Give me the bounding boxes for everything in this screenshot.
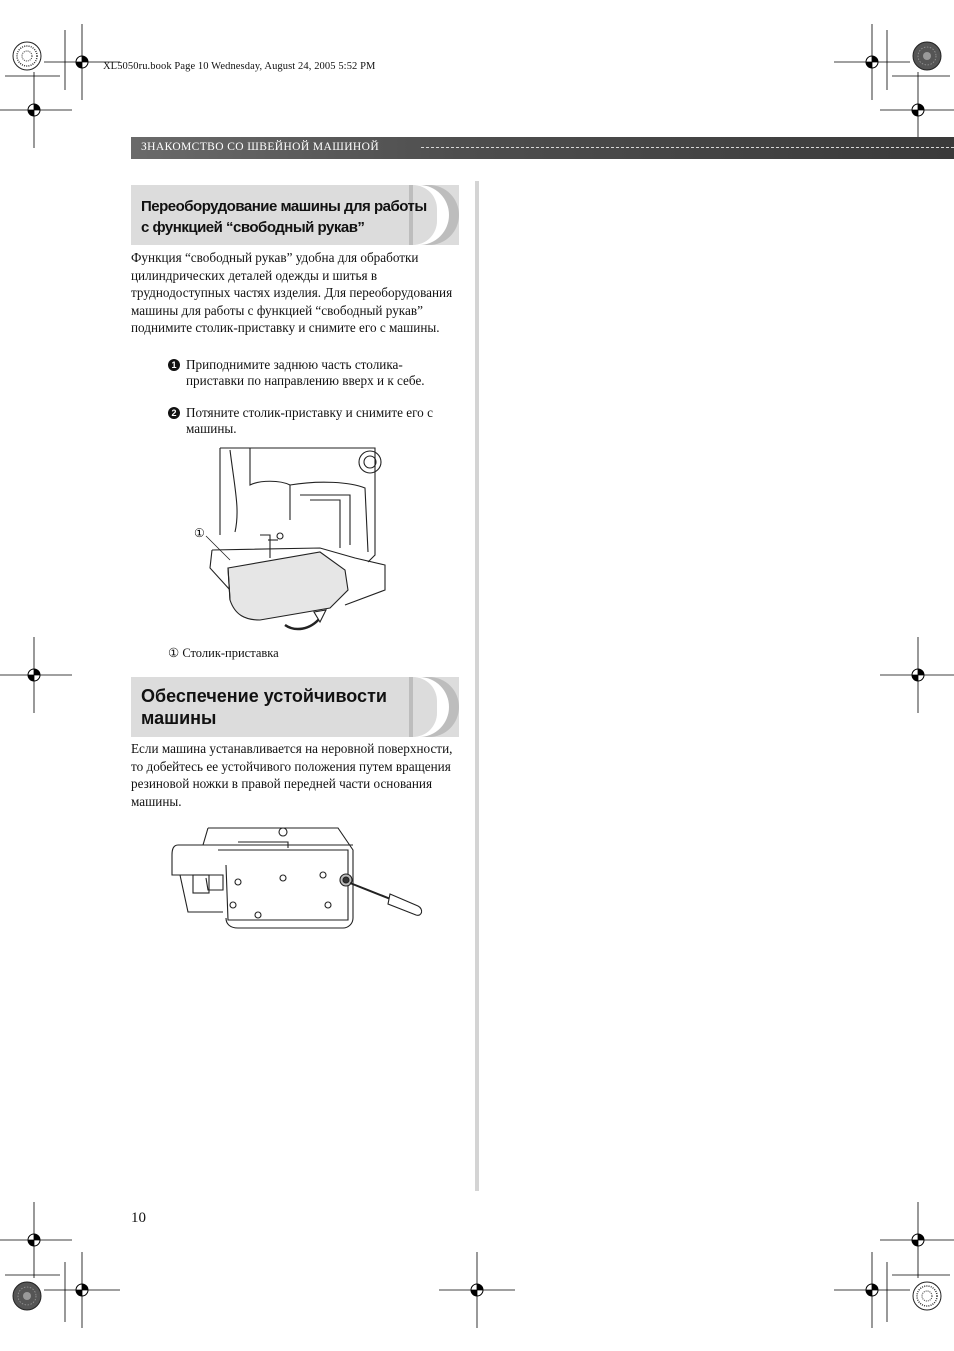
- step-1: [168, 357, 458, 389]
- heading-line-2: машины: [141, 708, 217, 728]
- column-divider: [475, 181, 479, 1191]
- section-heading-text: [141, 685, 387, 729]
- free-arm-illustration: [190, 440, 400, 635]
- step-number: 1: [168, 359, 180, 371]
- stability-illustration: [168, 820, 428, 935]
- heading-line-2: с функцией “свободный рукав”: [141, 219, 365, 236]
- step-2: [168, 405, 458, 437]
- section-heading-text: [141, 196, 427, 238]
- heading-line-1: Переоборудование машины для работы: [141, 198, 427, 215]
- chapter-bar-dashes: [421, 147, 954, 148]
- figure-callout: ①: [194, 526, 205, 540]
- step-text: Приподнимите заднюю часть столика-приставки по направлению вверх и к себе.: [186, 357, 425, 388]
- file-header: XL5050ru.book Page 10 Wednesday, August 24, 2005 5:52 PM: [103, 61, 376, 72]
- page-number: 10: [131, 1210, 146, 1226]
- section2-paragraph: Если машина устанавливается на неровной поверхности, то добейтесь ее устойчивого положения путем вращения резиновой ножки в правой передней части основания машины.: [131, 741, 453, 809]
- section-heading-stability: [131, 677, 459, 737]
- figure-caption: ① Столик-приставка: [168, 646, 279, 660]
- section1-paragraph: Функция “свободный рукав” удобна для обработки цилиндрических деталей одежды и шитья в труднодоступных частях изделия. Для переоборудования машины для работы с функцией “свободный рукав” поднимите столик-приставку и снимите его с машины.: [131, 250, 453, 335]
- chapter-bar: [131, 137, 954, 159]
- section-heading-free-arm: [131, 185, 459, 245]
- heading-line-1: Обеспечение устойчивости: [141, 686, 387, 706]
- chapter-title: ЗНАКОМСТВО СО ШВЕЙНОЙ МАШИНОЙ: [141, 141, 380, 153]
- step-number: 2: [168, 407, 180, 419]
- step-text: Потяните столик-приставку и снимите его с машины.: [186, 405, 433, 436]
